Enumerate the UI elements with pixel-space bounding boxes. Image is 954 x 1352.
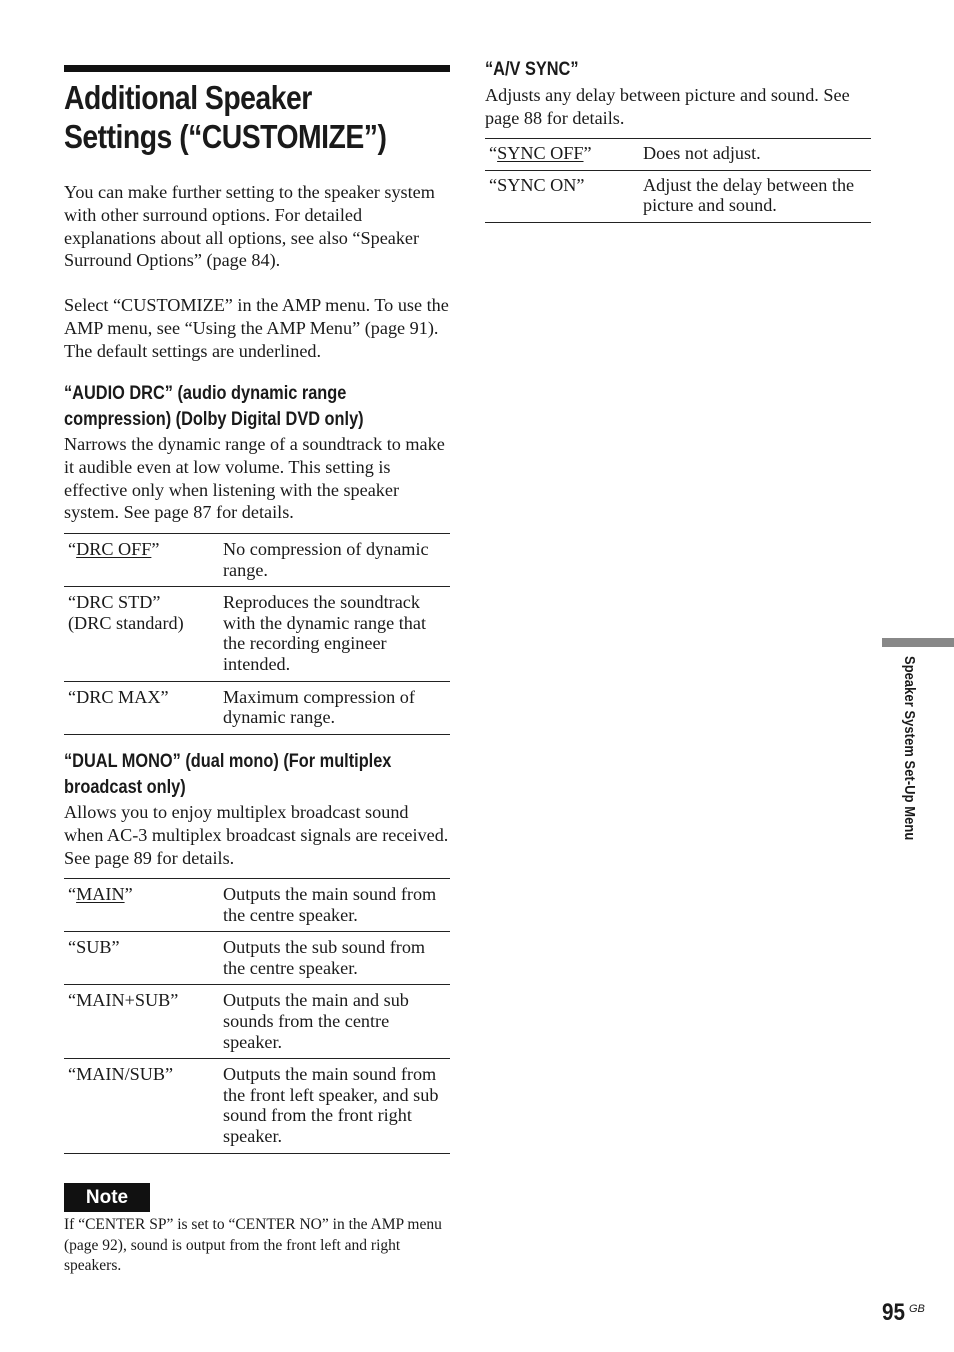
default-option-label: MAIN xyxy=(76,884,125,904)
option-row xyxy=(64,534,450,587)
option-row xyxy=(64,681,450,734)
dual-mono-heading-line2: broadcast only) xyxy=(64,777,186,798)
option-description: Maximum compression of dynamic range. xyxy=(223,686,415,728)
option-name: “DRC MAX” xyxy=(68,686,169,707)
option-description: Outputs the main and sub sounds from the centre speaker. xyxy=(223,990,409,1052)
option-description: Does not adjust. xyxy=(643,143,761,163)
option-description: Reproduces the soundtrack with the dynamic range that the recording engineer intended. xyxy=(223,592,427,674)
page-number: 95 xyxy=(882,1299,905,1326)
option-name: “SUB” xyxy=(68,937,120,958)
option-name: “DRC OFF” xyxy=(68,539,160,559)
page-title xyxy=(64,78,396,156)
audio-drc-table xyxy=(64,533,450,735)
audio-drc-heading-line2: compression) (Dolby Digital DVD only) xyxy=(64,409,364,430)
dual-mono-heading xyxy=(64,749,425,801)
intro-paragraph-1: You can make further setting to the speaker system with other surround options. For detailed explanations about all options, see also “Speaker Surround Options” (page 84). xyxy=(64,182,435,271)
section-side-label: Speaker System Set-Up Menu xyxy=(901,656,918,841)
page-number-suffix: GB xyxy=(909,1303,925,1315)
option-name: “SYNC OFF” xyxy=(489,143,592,163)
option-row xyxy=(64,879,450,932)
option-sublabel: (DRC standard) xyxy=(68,612,184,633)
option-label: DRC MAX xyxy=(76,686,161,707)
option-label: MAIN+SUB xyxy=(76,990,171,1011)
audio-drc-heading xyxy=(64,381,425,433)
default-option-label: SYNC OFF xyxy=(497,143,584,163)
option-label: MAIN/SUB xyxy=(76,1064,166,1085)
intro-paragraph-2: Select “CUSTOMIZE” in the AMP menu. To use the AMP menu, see “Using the AMP Menu” (page 91). The default settings are underlined. xyxy=(64,295,449,361)
option-name: “DRC STD” (DRC standard) xyxy=(68,592,184,633)
audio-drc-description: Narrows the dynamic range of a soundtrack to make it audible even at low volume. This setting is effective only when listening with the speaker system. See page 87 for details. xyxy=(64,434,445,523)
option-row xyxy=(64,587,450,681)
note-badge: Note xyxy=(64,1183,150,1212)
dual-mono-table xyxy=(64,878,450,1154)
option-row xyxy=(64,932,450,985)
audio-drc-heading-line1: “AUDIO DRC” (audio dynamic range xyxy=(64,383,347,404)
option-description: Outputs the main sound from the front left speaker, and sub sound from the front right speaker. xyxy=(223,1064,439,1146)
dual-mono-heading-line1: “DUAL MONO” (dual mono) (For multiplex xyxy=(64,751,392,772)
option-row xyxy=(64,1059,450,1153)
note-text: If “CENTER SP” is set to “CENTER NO” in the AMP menu (page 92), sound is output from the front left and right speakers. xyxy=(64,1216,442,1274)
page-title-line2: Settings (“CUSTOMIZE”) xyxy=(64,118,387,155)
option-label: DRC STD xyxy=(76,592,153,613)
option-row xyxy=(485,139,871,171)
option-name: “MAIN/SUB” xyxy=(68,1064,174,1085)
option-description: No compression of dynamic range. xyxy=(223,539,429,580)
title-rule xyxy=(64,65,450,72)
option-row xyxy=(485,170,871,222)
option-label: SUB xyxy=(76,937,112,958)
option-row xyxy=(64,985,450,1059)
option-description: Outputs the main sound from the centre speaker. xyxy=(223,884,437,925)
option-name: “SYNC ON” xyxy=(489,174,585,195)
av-sync-description: Adjusts any delay between picture and sound. See page 88 for details. xyxy=(485,85,850,128)
option-description: Adjust the delay between the picture and sound. xyxy=(643,174,855,216)
option-name: “MAIN+SUB” xyxy=(68,990,179,1011)
default-option-label: DRC OFF xyxy=(76,539,152,559)
option-label: SYNC ON xyxy=(497,174,577,195)
option-name: “MAIN” xyxy=(68,884,133,904)
section-tab-marker xyxy=(882,638,954,647)
dual-mono-description: Allows you to enjoy multiplex broadcast sound when AC-3 multiplex broadcast signals are received. See page 89 for details. xyxy=(64,802,449,868)
option-description: Outputs the sub sound from the centre speaker. xyxy=(223,937,426,978)
av-sync-table xyxy=(485,138,871,223)
av-sync-heading: “A/V SYNC” xyxy=(485,59,579,80)
page-title-line1: Additional Speaker xyxy=(64,79,312,116)
